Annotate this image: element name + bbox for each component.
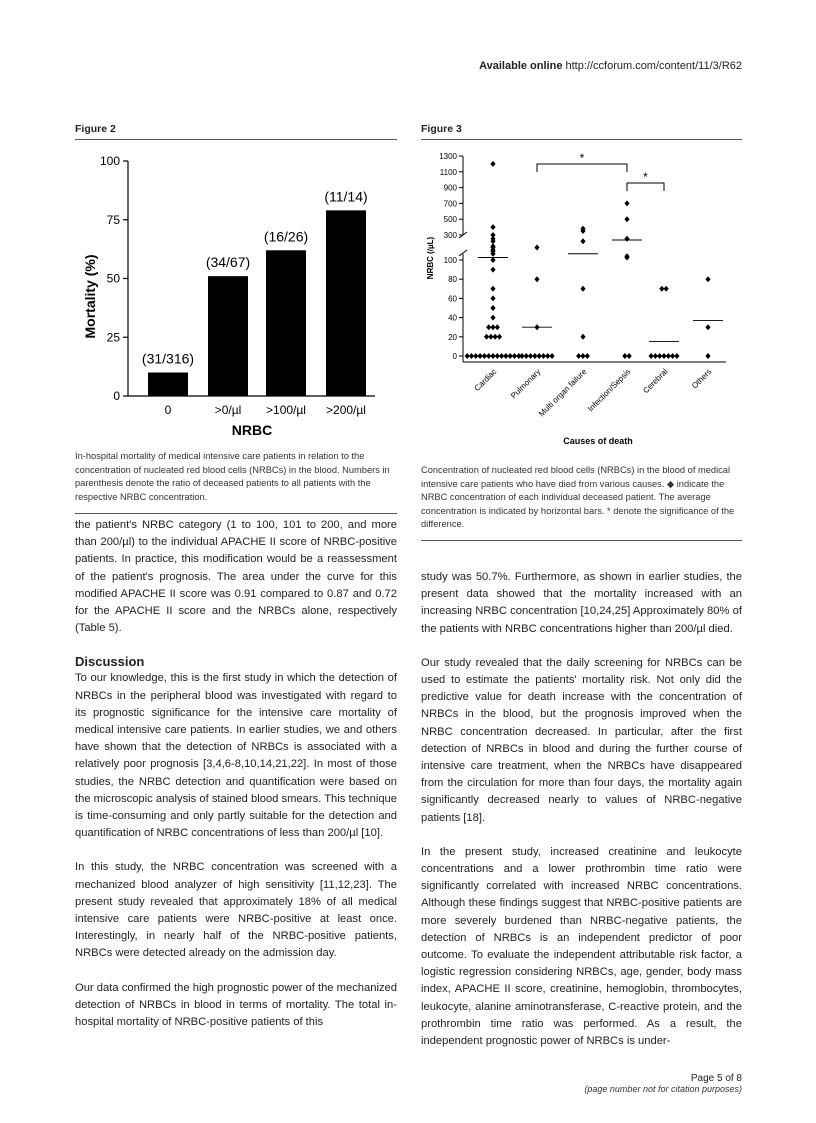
bar — [148, 373, 188, 397]
y-tick-label: 80 — [448, 275, 457, 285]
data-point — [580, 238, 585, 244]
bar — [208, 276, 248, 396]
figure2-bar-chart — [75, 142, 397, 442]
data-point — [490, 161, 495, 167]
data-point — [580, 286, 585, 292]
y-tick-label: 75 — [106, 212, 120, 227]
data-point — [705, 324, 710, 330]
left-paragraph-4: Our data confirmed the high prognostic power of the mechanized detection of NRBCs in blood in terms of mortality. The total in-hospital mortality of NRBC-positive patients of this — [75, 981, 397, 1029]
significance-bracket — [537, 164, 627, 172]
bar — [266, 250, 306, 396]
x-tick-label: >200/µl — [326, 403, 366, 417]
y-tick-label: 900 — [443, 183, 457, 193]
right-column — [421, 569, 742, 1067]
figure3-bottom-rule — [421, 540, 742, 541]
data-point — [705, 353, 710, 359]
y-tick-label: 0 — [452, 352, 457, 361]
left-column — [75, 517, 397, 1048]
figure2-label: Figure 2 — [75, 123, 116, 135]
y-tick-label: 40 — [448, 313, 457, 323]
article-url[interactable]: http://ccforum.com/content/11/3/R62 — [565, 60, 742, 72]
y-tick-label: 1100 — [439, 167, 457, 177]
footer — [584, 1073, 742, 1094]
data-point — [497, 334, 502, 340]
data-point — [490, 305, 495, 311]
x-tick-label: >0/µl — [214, 403, 242, 417]
data-point — [585, 353, 590, 359]
bar — [326, 210, 366, 396]
data-point — [490, 224, 495, 230]
figure3-scatter-chart — [421, 142, 742, 460]
x-axis-title: NRBC — [231, 422, 273, 438]
citation-note: (page number not for citation purposes) — [584, 1084, 742, 1094]
figure3-top-rule — [421, 139, 742, 140]
y-tick-label: 700 — [443, 199, 457, 209]
data-point — [495, 324, 500, 330]
significance-star: * — [643, 170, 648, 184]
x-axis-title: Causes of death — [563, 436, 633, 446]
x-tick-label: Pulmonary — [509, 367, 543, 401]
data-point — [627, 353, 632, 359]
significance-bracket — [627, 183, 664, 191]
discussion-heading: Discussion — [75, 654, 145, 670]
bar-data-label: (31/316) — [141, 350, 195, 367]
y-tick-label: 100 — [99, 154, 120, 168]
data-point — [490, 286, 495, 292]
figure2-bottom-rule — [75, 513, 397, 514]
figure2-top-rule — [75, 139, 397, 140]
significance-star: * — [579, 151, 585, 165]
bar-data-label: (11/14) — [324, 188, 368, 205]
x-tick-label: >100/µl — [266, 403, 306, 417]
y-tick-label: 500 — [443, 215, 457, 225]
y-tick-label: 60 — [448, 294, 457, 304]
y-axis-title: NRBC (/µL) — [426, 236, 435, 280]
x-tick-label: Multi organ failure — [537, 367, 589, 419]
y-tick-label: 25 — [106, 330, 120, 345]
data-point — [549, 353, 554, 359]
right-paragraph-1: study was 50.7%. Furthermore, as shown in earlier studies, the present data showed that the mortality increased with an increasing NRBC concentration [10,24,25] Approximately 80% of the patients with NRBC concentrations higher than 200/µl died. — [421, 571, 742, 635]
y-tick-label: 20 — [448, 332, 457, 342]
left-paragraph-2: To our knowledge, this is the first study in which the detection of NRBCs in the peripheral blood was investigated with regard to its prognostic significance for the intensive care mortality of medical intensive care patients. In earlier studies, we and others have shown that the detection of NRBCs is associated with a relatively poor prognosis [3,4,6-8,10,14,21,22]. In most of those studies, the NRBC detection and quantification were based on the microscopic analysis of stained blood smears. This technique is time-consuming and only partly suitable for the detection and quantification of NRBC concentrations of less than 200/µl [10]. — [75, 672, 397, 840]
running-header — [479, 60, 742, 72]
left-paragraph-1: the patient's NRBC category (1 to 100, 101 to 200, and more than 200/µl) to the individual APACHE II score of NRBC-positive patients. In practice, this modification would be a reassessment of the patient's prognosis. The area under the curve for this modified APACHE II score was 0.91 compared to 0.87 and 0.72 for the APACHE II score and the NRBCs alone, respectively (Table 5). — [75, 519, 397, 635]
x-tick-label: 0 — [164, 403, 172, 417]
figure3-label: Figure 3 — [421, 123, 462, 135]
data-point — [705, 276, 710, 282]
y-tick-label: 300 — [443, 231, 457, 240]
data-point — [490, 315, 495, 321]
figure2-caption: In-hospital mortality of medical intensive care patients in relation to the concentration of nucleated red blood cells (NRBCs) in the blood. Numbers in parenthesis denote the ratio of deceased patients to all patients with the respective NRBC concentration. — [75, 451, 390, 502]
data-point — [674, 353, 679, 359]
x-tick-label: Cerebral — [641, 367, 670, 396]
data-point — [624, 200, 629, 206]
y-tick-label: 1300 — [439, 152, 457, 161]
bar-data-label: (16/26) — [263, 228, 309, 245]
bar-data-label: (34/67) — [205, 254, 251, 271]
y-tick-label: 100 — [443, 256, 457, 265]
data-point — [624, 216, 629, 222]
data-point — [624, 236, 629, 242]
data-point — [490, 267, 495, 273]
left-paragraph-3: In this study, the NRBC concentration was screened with a mechanized blood analyzer of high sensitivity [11,12,23]. The present study revealed that approximately 18% of all medical intensive care patients were NRBC-positive at least once. Interestingly, in nearly half of the NRBC-positive patients, NRBCs were detected already on the admission day. — [75, 861, 397, 960]
right-paragraph-3: In the present study, increased creatinine and leukocyte concentrations and a lower prothrombin time ratio were significantly correlated with increased NRBC concentrations. Although these findings suggest that NRBC-positive patients are more severely burdened than NRBC-negative patients, the detection of NRBCs is an independent predictor of poor outcome. To evaluate the independent attributable risk factor, a logistic regression considering NRBCs, age, gender, body mass index, APACHE II score, creatinine, hemoglobin, thrombocytes, leukocyte, alanine aminotransferase, C-reactive protein, and the prothrombin time ratio was performed. As a result, the independent prognostic power of NRBCs is under- — [421, 845, 742, 1048]
figure3-caption: Concentration of nucleated red blood cells (NRBCs) in the blood of medical intensive care patients who have died from various causes. ◆ indicate the NRBC concentration of each individual deceased patient. The average concentration is indicated by horizontal bars. * denote the significance of the difference. — [421, 465, 735, 529]
data-point — [580, 334, 585, 340]
page-number: Page 5 of 8 — [690, 1073, 742, 1084]
y-tick-label: 0 — [113, 389, 120, 403]
data-point — [534, 276, 539, 282]
data-point — [534, 245, 539, 251]
x-tick-label: Others — [690, 367, 714, 391]
right-paragraph-2: Our study revealed that the daily screening for NRBCs can be used to estimate the patients' mortality risk. Not only did the predictive value for death increase with the concentration of NRBCs in the blood, but the prognosis improved when the NRBC concentration decreased. In particular, after the first detection of NRBCs in blood and during the further course of intensive care treatment, when the NRBCs have disappeared from the circulation for more than four days, the mortality again significantly decreased nearly to values of NRBC-negative patients [18]. — [421, 656, 742, 824]
y-axis-title: Mortality (%) — [82, 254, 98, 339]
data-point — [490, 295, 495, 301]
x-tick-label: Infection/Sepsis — [586, 367, 633, 414]
x-tick-label: Cardiac — [472, 367, 499, 393]
data-point — [664, 286, 669, 292]
y-tick-label: 50 — [106, 271, 120, 286]
available-online-label: Available online — [479, 60, 563, 72]
